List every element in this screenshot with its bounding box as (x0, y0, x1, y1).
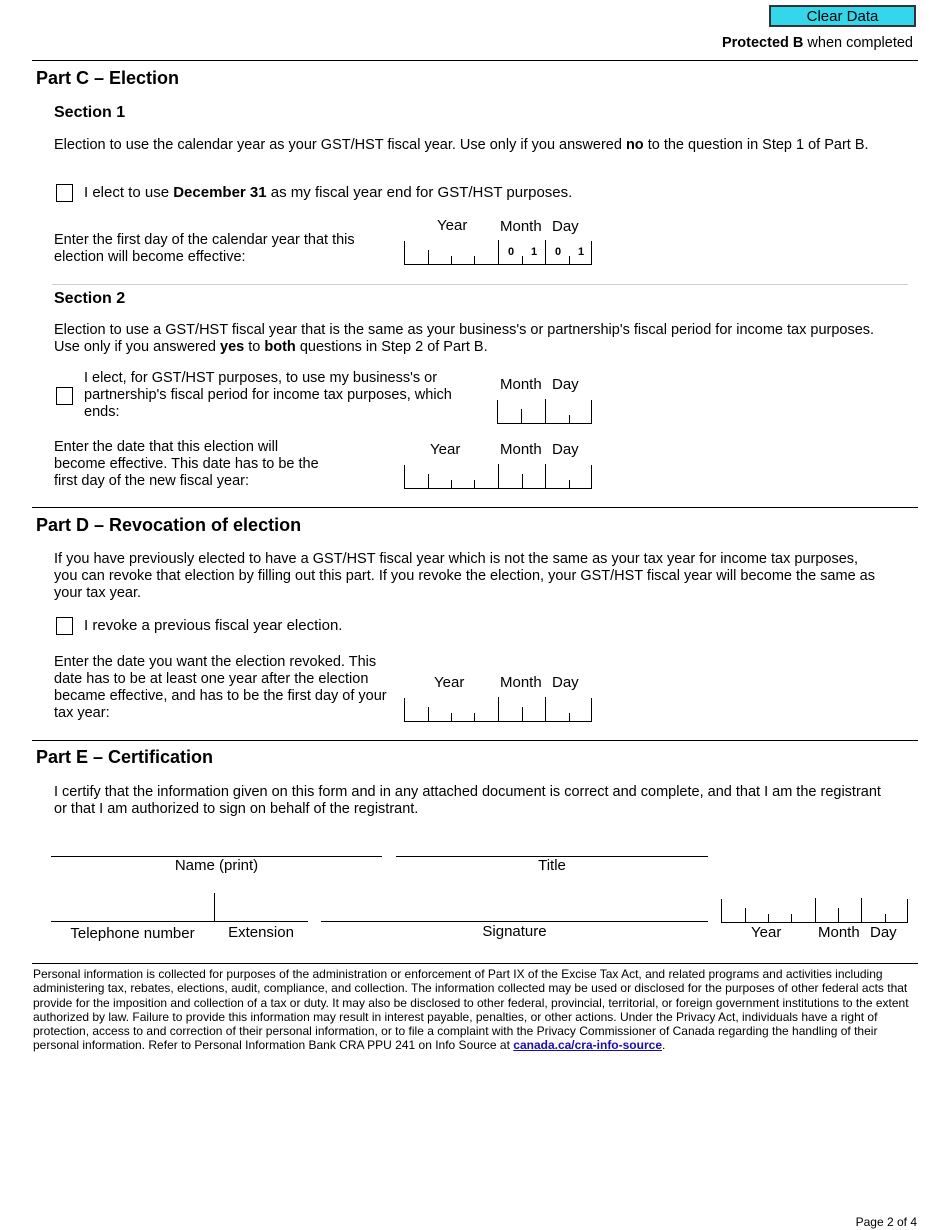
section-1-title: Section 1 (54, 104, 126, 121)
day-label: Day (552, 218, 579, 235)
telephone-field[interactable] (51, 921, 214, 922)
part-d-text: If you have previously elected to have a GST/HST fiscal year which is not the same as your tax year for income tax purposes, you can revoke that election by filling out this part. If you revoke the election, your GST/HST fiscal year will become the same as your tax year. (54, 551, 875, 601)
divider (32, 507, 918, 508)
day-label: Day (552, 674, 579, 691)
section-divider (52, 284, 908, 285)
signature-label: Signature (482, 923, 547, 940)
certification-text: I certify that the information given on this form and in any attached document is correct and complete, and that I am the registrant or that I am authorized to sign on behalf of the registrant. (54, 784, 881, 817)
year-label: Year (437, 217, 468, 234)
month-label: Month (500, 376, 542, 393)
section-2-date-prompt: Enter the date that this election will become effective. This date has to be the first day of the new fiscal year: (54, 439, 319, 489)
section-1-text: Election to use the calendar year as your GST/HST fiscal year. Use only if you answered no to the question in Step 1 of Part B. (54, 137, 869, 153)
revoke-election-label: I revoke a previous fiscal year election. (84, 617, 343, 634)
privacy-notice: Personal information is collected for purposes of the administration or enforcement of Part IX of the Excise Tax Act, and related programs and activities including administering tax, rebates, elections, audit, compliance, and collection. The information collected may be used or disclosed for the purposes of other federal acts that provide for the imposition and collection of a tax or duty. It may also be disclosed to other federal, provincial, territorial, or foreign government institutions to the extent authorized by law. Failure to provide this information may result in interest payable, penalties, or other actions. Under the Privacy Act, individuals have a right of protection, access to and correction of their personal information, or to file a complaint with the Privacy Commissioner of Canada regarding the handling of their personal information. Refer to Personal Information Bank CRA PPU 241 on Info Source at canada.ca/cra-info-source. (33, 967, 909, 1053)
section-2-effective-date-field[interactable] (404, 465, 592, 489)
month-digit-2: 1 (530, 246, 538, 258)
clear-data-button[interactable]: Clear Data (769, 5, 916, 27)
title-label: Title (538, 857, 566, 874)
part-d-title: Part D – Revocation of election (36, 515, 302, 535)
divider (32, 963, 918, 964)
day-label: Day (870, 924, 897, 941)
revoke-election-checkbox[interactable] (56, 617, 73, 635)
month-label: Month (500, 674, 542, 691)
year-label: Year (430, 441, 461, 458)
fiscal-period-election-checkbox[interactable] (56, 387, 73, 405)
year-label: Year (751, 924, 782, 941)
section-2-title: Section 2 (54, 290, 126, 307)
revocation-date-field[interactable] (404, 698, 592, 722)
year-label: Year (434, 674, 465, 691)
calendar-year-election-checkbox[interactable] (56, 184, 73, 202)
name-print-label: Name (print) (174, 857, 259, 874)
calendar-year-election-label: I elect to use December 31 as my fiscal year end for GST/HST purposes. (84, 184, 573, 201)
month-digit-1: 0 (507, 246, 515, 258)
month-label: Month (500, 218, 542, 235)
section-1-date-prompt: Enter the first day of the calendar year that this election will become effective: (54, 232, 355, 265)
page-number: Page 2 of 4 (855, 1215, 917, 1229)
divider (32, 740, 918, 741)
fiscal-period-election-label: I elect, for GST/HST purposes, to use my business's or partnership's fiscal period for income tax purposes, which ends: (84, 370, 452, 420)
month-label: Month (500, 441, 542, 458)
extension-label: Extension (228, 924, 294, 941)
signature-field[interactable] (321, 921, 708, 922)
telephone-label: Telephone number (70, 925, 195, 942)
section-1-effective-date-field[interactable] (404, 241, 592, 265)
section-2-text: Election to use a GST/HST fiscal year that is the same as your business's or partnership's fiscal period for income tax purposes. Use only if you answered yes to both questions in Step 2 of Part B. (54, 322, 875, 355)
field-separator (214, 893, 215, 921)
part-c-title: Part C – Election (36, 68, 180, 88)
day-label: Day (552, 441, 579, 458)
extension-field[interactable] (214, 921, 308, 922)
certification-date-field[interactable] (721, 899, 908, 923)
part-e-title: Part E – Certification (36, 747, 214, 767)
protected-b-notice: Protected B when completed (721, 35, 913, 51)
part-d-date-prompt: Enter the date you want the election revoked. This date has to be at least one year after the election became effective, and has to be the first day of your tax year: (54, 654, 387, 721)
day-label: Day (552, 376, 579, 393)
day-digit-2: 1 (577, 246, 585, 258)
fiscal-period-end-field[interactable] (497, 400, 592, 424)
month-label: Month (818, 924, 860, 941)
divider (32, 60, 918, 61)
day-digit-1: 0 (554, 246, 562, 258)
info-source-link[interactable]: canada.ca/cra-info-source (513, 1038, 662, 1053)
